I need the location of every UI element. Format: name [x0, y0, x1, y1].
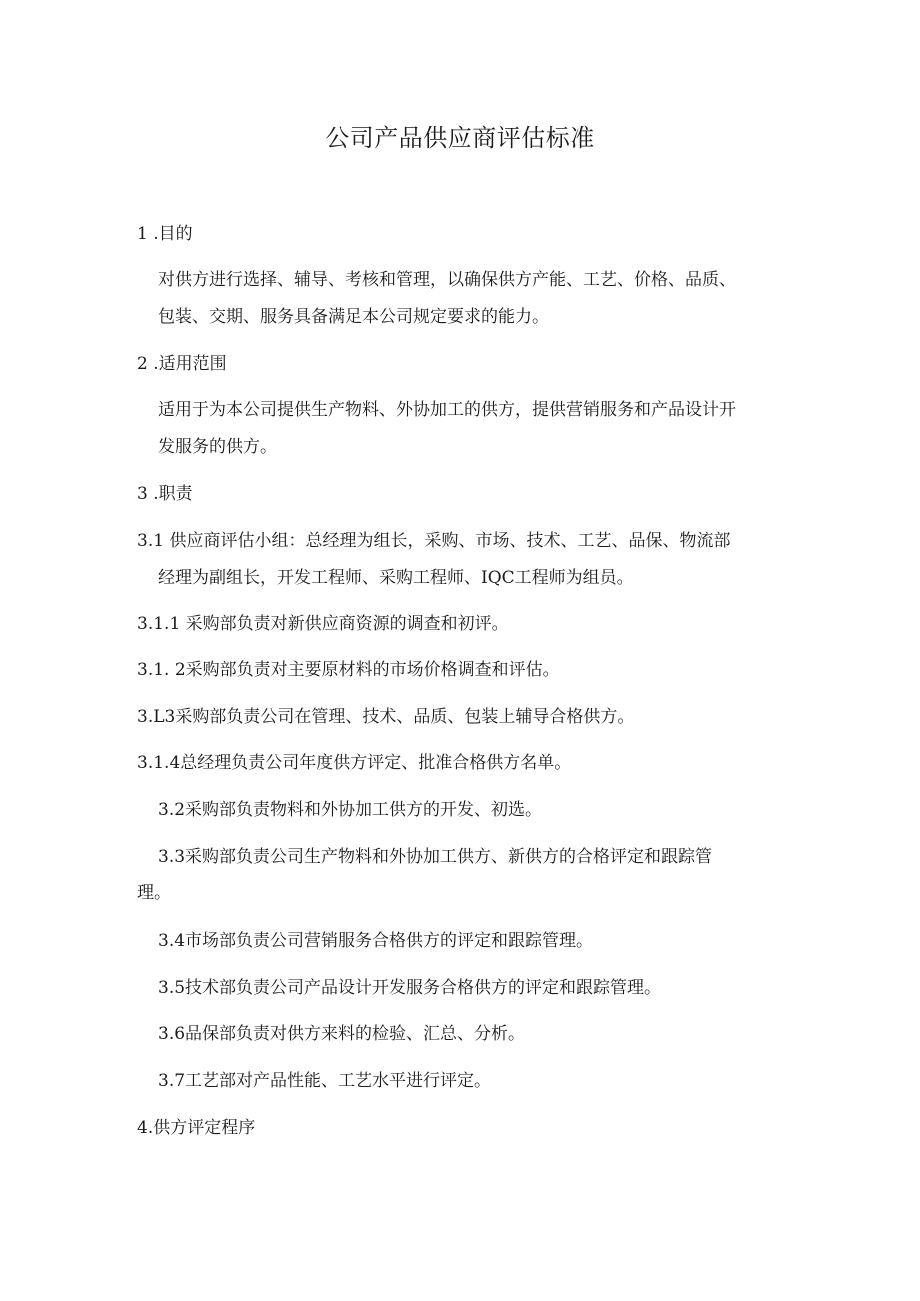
paragraph-line: 3.1.4总经理负责公司年度供方评定、批准合格供方名单。 — [137, 753, 572, 773]
paragraph-line: 3.5技术部负责公司产品设计开发服务合格供方的评定和跟踪管理。 — [158, 978, 662, 998]
paragraph-line: 3.2采购部负责物料和外协加工供方的开发、初选。 — [158, 800, 543, 820]
paragraph-line: 发服务的供方。 — [158, 437, 277, 457]
section-heading-scope: 2 .适用范围 — [137, 354, 227, 374]
paragraph-line: 包装、交期、服务具备满足本公司规定要求的能力。 — [158, 307, 549, 327]
section-heading-purpose: 1 .目的 — [137, 224, 193, 244]
paragraph-line: 适用于为本公司提供生产物料、外协加工的供方，提供营销服务和产品设计开 — [158, 400, 736, 420]
paragraph-line: 3.7工艺部对产品性能、工艺水平进行评定。 — [158, 1071, 492, 1091]
paragraph-line: 对供方进行选择、辅导、考核和管理，以确保供方产能、工艺、价格、品质、 — [158, 270, 736, 290]
document-title: 公司产品供应商评估标准 — [325, 124, 595, 152]
paragraph-line: 3.1. 2采购部负责对主要原材料的市场价格调查和评估。 — [137, 660, 560, 680]
section-heading-procedure: 4.供方评定程序 — [137, 1118, 256, 1138]
paragraph-line: 3.6品保部负责对供方来料的检验、汇总、分析。 — [158, 1024, 526, 1044]
paragraph-line: 经理为副组长，开发工程师、采购工程师、IQC工程师为组员。 — [158, 568, 634, 588]
paragraph-line: 3.1.1 采购部负责对新供应商资源的调查和初评。 — [137, 614, 509, 634]
paragraph-line: 3.3采购部负责公司生产物料和外协加工供方、新供方的合格评定和跟踪管 — [158, 847, 713, 867]
paragraph-line: 理。 — [137, 883, 171, 903]
paragraph-line: 3.1 供应商评估小组：总经理为组长，采购、市场、技术、工艺、品保、物流部 — [137, 531, 731, 551]
paragraph-line: 3.4市场部负责公司营销服务合格供方的评定和跟踪管理。 — [158, 931, 594, 951]
section-heading-duties: 3 .职责 — [137, 484, 193, 504]
paragraph-line: 3.L3采购部负责公司在管理、技术、品质、包装上辅导合格供方。 — [137, 707, 635, 727]
